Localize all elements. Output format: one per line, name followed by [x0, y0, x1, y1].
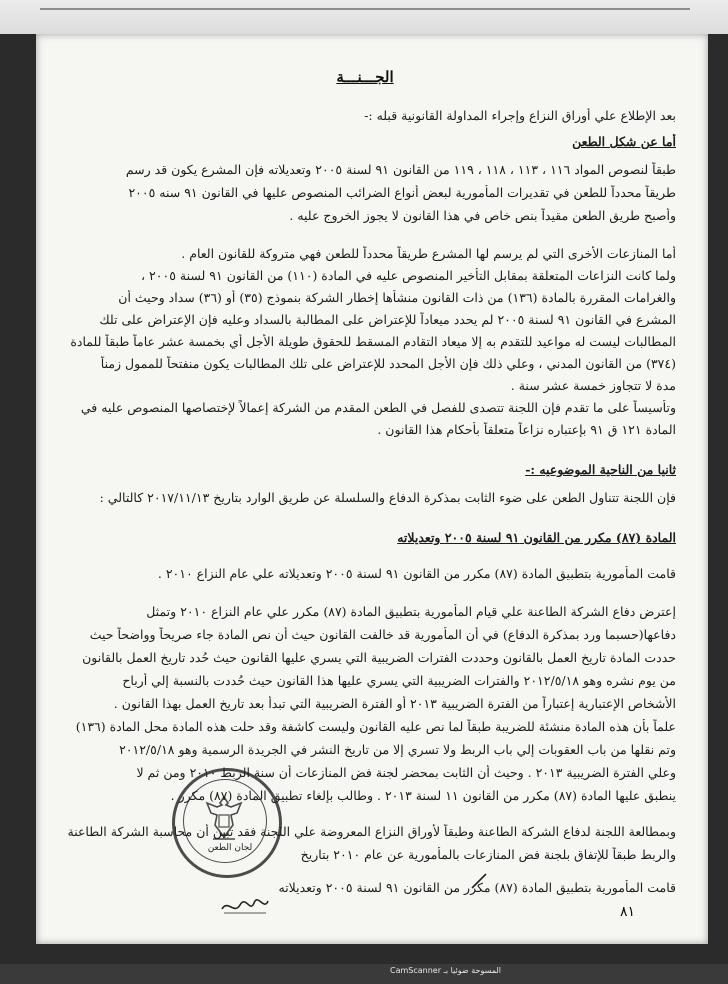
text-line: وعلي الفترة الضريبية ٢٠١٣ . وحيث أن الثابت بمحضر لجنة فض المنازعات أن سنة الربط ٢٠١٠ ومن ثم لا	[136, 765, 676, 780]
scanner-footer	[0, 964, 728, 984]
text-line: والغرامات المقررة بالمادة (١٣٦) من ذات القانون منشأها إخطار الشركة بنموذج (٣٥) أو (٣٦) سداد وحيث أن	[118, 290, 676, 305]
subsection-heading: المادة (٨٧) مكرر من القانون ٩١ لسنة ٢٠٠٥ وتعديلاته	[397, 530, 676, 545]
document-title: الجـــنـــة	[336, 68, 394, 86]
text-line: من يوم نشره وهو ٢٠١٢/٥/١٨ والفترات الضريبية التي يسري عليها هذا القانون حيث حُددت بالنسبة إلي أرباح	[122, 673, 676, 688]
text-line: قامت المأمورية بتطبيق المادة (٨٧) مكرر من القانون ٩١ لسنة ٢٠٠٥ وتعديلاته	[278, 880, 676, 895]
bracket-mark	[468, 868, 492, 892]
scanner-watermark: CamScanner المسوحة ضوئيا بـ	[390, 966, 502, 975]
page-number: ٨١	[620, 904, 636, 920]
text-line: علماً بأن هذه المادة منشئة للضريبة طبقاً لما نص عليه القانون وليست كاشفة وقد حلت هذه المادة محل المادة (١٣٦)	[75, 719, 676, 734]
text-line: وتأسيساً على ما تقدم فإن اللجنة تتصدى للفصل في الطعن المقدم من الشركة إعمالاً لإختصاصها المنصوص عليه في	[80, 400, 676, 415]
text-line: الأشخاص الإعتبارية إعتباراً من الفترة الضريبية ٢٠١٣ أو الفترة الضريبية التي تبدأ بعد تاريخ العمل بهذا القانون .	[113, 696, 676, 711]
official-seal	[172, 768, 282, 878]
section-heading: ثانيا من الناحية الموضوعيه :-	[525, 462, 676, 477]
text-line: المطالبات ليست له مواعيد للتقدم به إلا ميعاد التقادم المسقط للحقوق طويلة الأجل أي بخمسة عشر عاماً طبقاً للمادة	[70, 334, 676, 349]
text-line: حددت المادة تاريخ العمل بالقانون وحددت الفترات الضريبية التي يسري عليها القانون حيث حُدد تاريخ العمل بالقانون	[82, 650, 676, 665]
eagle-emblem-icon	[205, 795, 243, 841]
seal-label: لجان الطعن	[207, 843, 253, 853]
text-line: طبقاً لنصوص المواد ١١٦ ، ١١٣ ، ١١٨ ، ١١٩ من القانون ٩١ لسنة ٢٠٠٥ وتعديلاته فإن المشرع يكون قد رسم	[125, 162, 676, 177]
text-line: مدة لا تتجاوز خمسة عشر سنة .	[510, 378, 676, 393]
text-line: وتم نقلها من باب العقوبات إلي باب الربط ولا تسري إلا من تاريخ النشر في الجريدة الرسمية وهو ٢٠١٢/٥/١٨	[119, 742, 676, 757]
text-line: أما المنازعات الأخرى التي لم يرسم لها المشرع طريقاً محدداً للطعن فهي متروكة للقانون العام .	[181, 246, 676, 261]
text-line: بعد الإطلاع علي أوراق النزاع وإجراء المداولة القانونية قبله :-	[364, 108, 676, 123]
text-line: ينطبق عليها المادة (٨٧) مكرر من القانون ١١ لسنة ٢٠١٣ . وطالب بإلغاء تطبيق المادة (٨٧) مكرر .	[170, 788, 676, 803]
text-line: قامت المأمورية بتطبيق المادة (٨٧) مكرر من القانون ٩١ لسنة ٢٠٠٥ وتعديلاته علي عام النزاع ٢٠١٠ .	[157, 566, 676, 581]
text-line: المشرع في القانون ٩١ لسنة ٢٠٠٥ لم يحدد ميعاداً للإعتراض على المطالبة بالسداد وعليه فإن الإعتراض على تلك	[99, 312, 676, 327]
text-line: وبمطالعة اللجنة لدفاع الشركة الطاعنة وطبقاً لأوراق النزاع المعروضة علي اللجنة فقد تبين أن محاسبة الشركة الطاعنة	[67, 824, 676, 839]
text-line: (٣٧٤) من القانون المدني ، وعلي ذلك فإن الأجل المحدد للإعتراض على تلك المطالبات يكون منفتحاً للممول زمناً	[100, 356, 676, 371]
text-line: وأصبح طريق الطعن مقيداً بنص خاص في هذا القانون لا يجوز الخروج عليه .	[289, 208, 676, 223]
text-line: فإن اللجنة تتناول الطعن على ضوء الثابت بمذكرة الدفاع والسلسلة عن طريق الوارد بتاريخ ٢٠١٧/١١/١٣ كالتالي :	[99, 490, 676, 505]
text-line: والربط طبقاً للإتفاق بلجنة فض المنازعات بالمأمورية عن عام ٢٠١٠ بتاريخ	[300, 847, 676, 862]
text-line: دفاعها(حسبما ورد بمذكرة الدفاع) في أن المأمورية قد خالفت القانون حيث أن نص المادة جاء صريحاً وواضحاً حيث	[89, 627, 676, 642]
text-line: إعترض دفاع الشركة الطاعنة علي قيام المأمورية بتطبيق المادة (٨٧) مكرر علي عام النزاع ٢٠١٠ وتمثل	[146, 604, 676, 619]
text-line: طريقاً محدداً للطعن في تقديرات المأمورية لبعض أنواع الضرائب المنصوص عليها في القانون ٩١ سنه ٢٠٠٥	[128, 185, 676, 200]
section-heading: أما عن شكل الطعن	[572, 134, 676, 149]
text-line: ولما كانت النزاعات المتعلقة بمقابل التأخير المنصوص عليه في المادة (١١٠) من القانون ٩١ لسنة ٢٠٠٥ ،	[141, 268, 676, 283]
text-line: المادة ١٢١ ق ٩١ بإعتباره نزاعاً متعلقاً بأحكام هذا القانون .	[377, 422, 676, 437]
signature-mark	[220, 895, 270, 917]
